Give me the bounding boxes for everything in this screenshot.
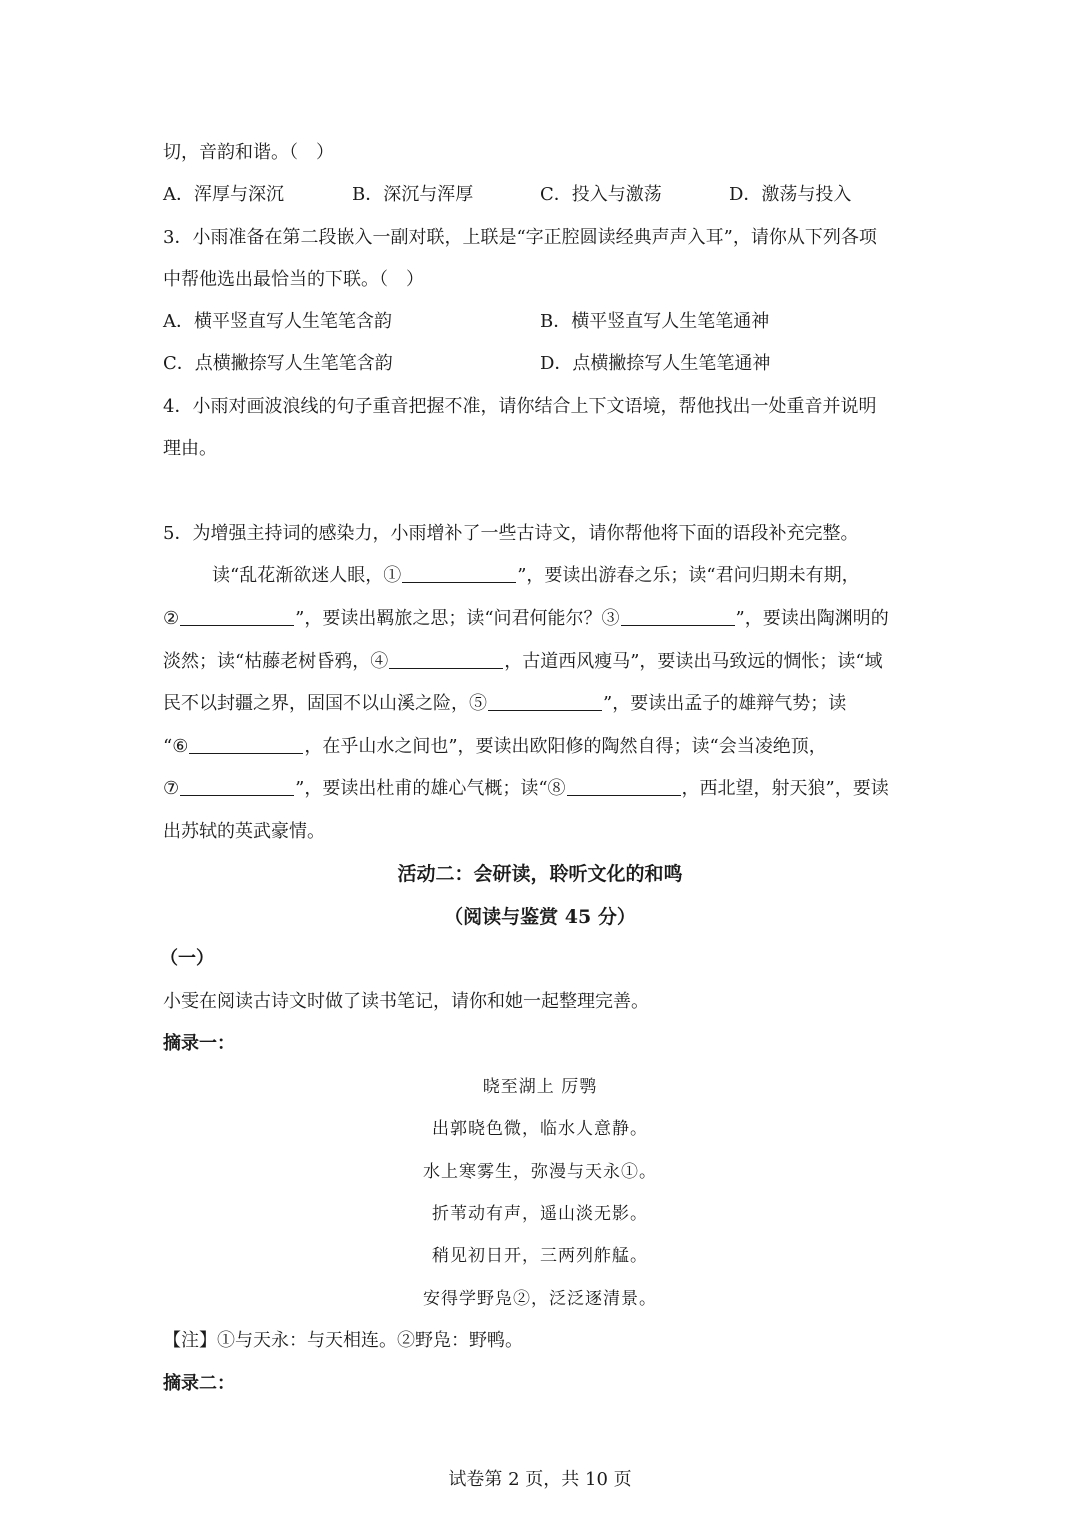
q3-option-c: C．点横撇捺写人生笔笔含韵	[163, 353, 393, 374]
q3-line-2: 中帮他选出最恰当的下联。（ ）	[163, 269, 424, 290]
q2-option-d: D．激荡与投入	[729, 184, 852, 205]
q2-option-c: C．投入与激荡	[540, 184, 662, 205]
section-heading: （一）	[160, 948, 214, 969]
q4-line-2: 理由。	[163, 438, 217, 459]
q3-option-b: B．横平竖直写人生笔笔通神	[540, 311, 770, 332]
q5-intro: 5．为增强主持词的感染力，小雨增补了一些古诗文，请你帮他将下面的语段补充完整。	[163, 523, 859, 544]
q5-text: ”，要读出杜甫的雄心气概；读“⑧	[295, 778, 566, 799]
q5-text: ，西北望，射天狼”，要读	[681, 778, 889, 799]
excerpt-two-label: 摘录二：	[163, 1373, 235, 1394]
poem-line-3: 折苇动有声，遥山淡无影。	[432, 1204, 648, 1224]
poem-line-5: 安得学野凫②，泛泛逐清景。	[423, 1289, 657, 1309]
q5-text: 民不以封疆之界，固国不以山溪之险，⑤	[163, 693, 487, 714]
q3-line-1: 3．小雨准备在第二段嵌入一副对联，上联是“字正腔圆读经典声声入耳”，请你从下列各项	[163, 227, 877, 248]
q5-line-6	[163, 777, 889, 801]
activity-subtitle: （阅读与鉴赏 45 分）	[444, 906, 636, 928]
q5-line-3	[163, 650, 883, 674]
poem-line-1: 出郭晓色微，临水人意静。	[432, 1119, 648, 1139]
answer-blank-5[interactable]	[488, 692, 602, 711]
q5-line-1	[212, 564, 860, 588]
q5-text: “⑥	[163, 736, 189, 757]
answer-blank-8[interactable]	[567, 777, 681, 796]
q5-text: ②	[163, 608, 180, 629]
q5-line-5	[163, 735, 827, 759]
q5-text: 淡然；读“枯藤老树昏鸦，④	[163, 651, 389, 672]
poem-note: 【注】①与天永：与天相连。②野凫：野鸭。	[163, 1330, 523, 1351]
q5-text: ”，要读出陶渊明的	[735, 608, 889, 629]
poem-title: 晓至湖上 厉鹗	[482, 1077, 598, 1097]
q5-line-7: 出苏轼的英武豪情。	[163, 821, 325, 842]
answer-blank-6[interactable]	[189, 735, 303, 754]
q5-line-4	[163, 692, 846, 716]
poem-line-4: 稍见初日开，三两列舴艋。	[432, 1246, 648, 1266]
q4-line-1: 4．小雨对画波浪线的句子重音把握不准，请你结合上下文语境，帮他找出一处重音并说明	[163, 396, 877, 417]
answer-blank-4[interactable]	[389, 650, 503, 669]
activity-title: 活动二：会研读，聆听文化的和鸣	[397, 863, 683, 885]
q2-option-a: A．浑厚与深沉	[163, 184, 284, 205]
page-footer: 试卷第 2 页，共 10 页	[448, 1469, 632, 1490]
q3-option-d: D．点横撇捺写人生笔笔通神	[540, 353, 771, 374]
answer-blank-7[interactable]	[180, 777, 294, 796]
q2-option-b: B．深沉与浑厚	[352, 184, 474, 205]
q5-text: ”，要读出游春之乐；读“君问归期未有期，	[517, 565, 860, 586]
q5-text: ，古道西风瘦马”，要读出马致远的惆怅；读“域	[504, 651, 883, 672]
q5-text: 读“乱花渐欲迷人眼，①	[212, 565, 402, 586]
q5-text: ，在乎山水之间也”，要读出欧阳修的陶然自得；读“会当凌绝顶，	[304, 736, 827, 757]
q5-line-2	[163, 607, 889, 631]
excerpt-one-label: 摘录一：	[163, 1033, 235, 1054]
answer-blank-2[interactable]	[180, 607, 294, 626]
answer-blank-3[interactable]	[621, 607, 735, 626]
poem-line-2: 水上寒雾生，弥漫与天永①。	[423, 1162, 657, 1182]
answer-blank-1[interactable]	[402, 564, 516, 583]
q5-text: ⑦	[163, 778, 180, 799]
q2-tail: 切，音韵和谐。（ ）	[163, 142, 334, 163]
intro-line: 小雯在阅读古诗文时做了读书笔记，请你和她一起整理完善。	[163, 991, 649, 1012]
q5-text: ”，要读出羁旅之思；读“问君何能尔？③	[295, 608, 620, 629]
q5-text: ”，要读出孟子的雄辩气势；读	[603, 693, 847, 714]
q3-option-a: A．横平竖直写人生笔笔含韵	[163, 311, 392, 332]
